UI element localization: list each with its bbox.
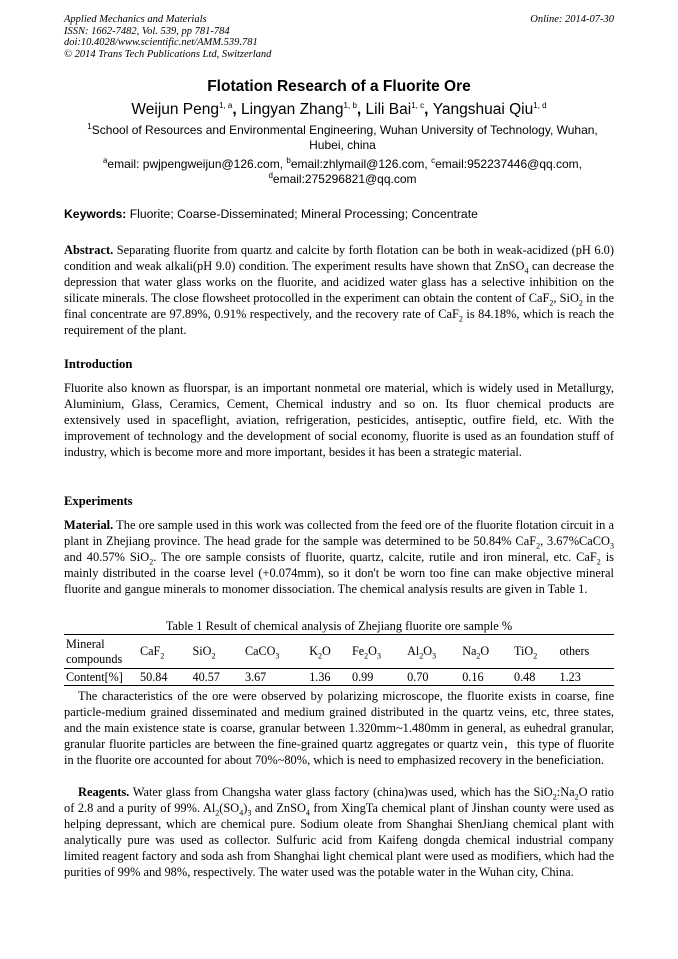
affiliation-text: School of Resources and Environmental Engineering, Wuhan University of Technology, Wuhan, Hubei, china <box>91 123 598 152</box>
author-name: Weijun Peng <box>131 101 220 118</box>
doi: doi:10.4028/www.scientific.net/AMM.539.781 <box>64 37 258 49</box>
email-a: email: pwjpengweijun@126.com, <box>107 157 287 171</box>
keywords <box>64 207 478 221</box>
introduction-text: Fluorite also known as fluorspar, is an important nonmetal ore material, which is widely used in Metallurgy, Aluminium, Glass, Ceramics, Cement, Chemical industry and so on. Its fluor chemical products are extensively used in spaceflight, aviation, refrigeration, pesticides, antiseptic, outfire field, etc. With the improvement of technology and the development of social economy, fluorite is used as an foundation stuff of industry, which is become more and more important, besides it has been a strategic material. <box>64 381 614 459</box>
column-header: SiO$_2$ <box>190 635 242 669</box>
author-sup: 1, d <box>533 100 547 110</box>
table-cell: 50.84 <box>138 669 190 686</box>
email-c: email:952237446@qq.com, <box>435 157 583 171</box>
experiments-heading: Experiments <box>64 494 133 508</box>
reagents-label: Reagents. <box>78 785 130 799</box>
material-text: . The ore sample consists of fluorite, quartz, calcite, rutile and iron mineral, etc. CaF <box>153 550 597 564</box>
table-cell: 0.99 <box>350 669 405 686</box>
copyright: © 2014 Trans Tech Publications Ltd, Switzerland <box>64 48 272 60</box>
online-date: Online: 2014-07-30 <box>530 14 614 25</box>
reagents-text: (SO <box>219 801 240 815</box>
abstract-text: can decrease the depression that water glass works on the fluorite, and acidized water glass has a selective inhibition on the silicate minerals. The close flowsheet protocolled in the experiment can obtain the content of CaF <box>64 259 614 305</box>
chemical-analysis-table <box>64 634 614 686</box>
column-header: CaF$_2$ <box>138 635 190 669</box>
column-header: others <box>557 635 614 669</box>
column-header: $Fe_2O_3$ <box>350 635 405 669</box>
reagents-text: from XingTa chemical plant of Jinshan county were used as helping depressant, which are chemical pure. Sodium oleate from Shanghai ShenJiang chemical plant with analytically pure was used as collector. Sulfuric acid from Kaifeng dongda chemical industrial company limited reagent factory and soda ash from Shanghai light chemical plant were used as modifiers, which had the purities of 99% and 98%, respectively. The water used was the potable water in the Wuhan city, China. <box>64 801 614 879</box>
reagents-text: :Na <box>556 785 575 799</box>
table-cell: 3.67 <box>243 669 307 686</box>
material-paragraph: Material. The ore sample used in this work was collected from the feed ore of the fluorite flotation circuit in a plant in Zhejiang province. The head grade for the sample was determined to be 50.84% CaF$_2$, 3.67%CaCO$_3$ and 40.57% SiO$_2$. The ore sample consists of fluorite, quartz, calcite, rutile and iron mineral, etc. CaF$_2$ is mainly distributed in the coarse level (+0.074mm), so it don't be worn too fine can make objective mineral fluorite and gangue minerals to monomer dissociation. The chemical analysis results are given in Table 1. <box>64 518 614 596</box>
table-cell: 0.70 <box>405 669 460 686</box>
journal-name: Applied Mechanics and Materials <box>64 14 207 25</box>
abstract-text: in the final concentrate are 97.89%, 0.91% respectively, and the recovery rate of CaF <box>64 291 615 321</box>
column-header: $Na_2O$ <box>460 635 512 669</box>
table-cell: 1.36 <box>307 669 350 686</box>
table-cell: 0.16 <box>460 669 512 686</box>
table-row <box>64 669 614 686</box>
characteristics-paragraph: The characteristics of the ore were observed by polarizing microscope, the fluorite exists in coarse, fine particle-medium grained disseminated and medium grained distributed in the quartz veins, etc, three states, and the main existence state is coarse, granular between 1.320mm~1.480mm in general, as euhedral granular, granular fluorite particles are between the fine-grained quartz aggregates or quartz vein，this type of fluorite in the fluorite ore accounted for about 70%~80%, which is need to emphasized recovery in the beneficiation. <box>64 689 614 767</box>
table-caption: Table 1 Result of chemical analysis of Zhejiang fluorite ore sample % <box>165 619 513 633</box>
affiliation-sup: 1 <box>87 122 92 131</box>
author-name: Lingyan Zhang <box>240 101 344 118</box>
author-sup: 1, a <box>219 100 233 110</box>
author-list <box>0 101 678 119</box>
reagents-text: ) <box>243 801 248 815</box>
email-list: $^a$email: pwjpengweijun@126.com, $^b$email:zhlymail@126.com, $^c$email:952237446@qq.com, $^d$email:275296821@qq.com <box>102 156 583 186</box>
author-sep: , <box>232 101 241 118</box>
column-header: $Al_2O_3$ <box>405 635 460 669</box>
keywords-text: Fluorite; Coarse-Disseminated; Mineral Processing; Concentrate <box>126 207 478 221</box>
reagents-text: Water glass from Changsha water glass factory (china)was used, which has the SiO <box>129 785 553 799</box>
table-cell: 40.57 <box>190 669 242 686</box>
author-name: Yangshuai Qiu <box>432 101 534 118</box>
table-header-row <box>64 635 614 669</box>
author-sup: 1, c <box>411 100 425 110</box>
column-header: $K_2O$ <box>307 635 350 669</box>
author-sep: , <box>424 101 433 118</box>
reagents-text: and ZnSO <box>251 801 306 815</box>
journal-header <box>64 14 271 60</box>
reagents-paragraph: Reagents. Water glass from Changsha water glass factory (china)was used, which has the $SiO_2:Na_2O$ ratio of 2.8 and a purity of 99%. $Al_2(SO_4)_3$ and ZnSO$_4$ from XingTa chemical plant of Jinshan county were used as helping depressant, which are chemical pure. Sodium oleate from Shanghai ShenJiang chemical plant with analytically pure was used as collector. Sulfuric acid from Kaifeng dongda chemical industrial company limited reagent factory and soda ash from Shanghai light chemical plant were used as modifiers, which had the purities of 99% and 98%, respectively. The water used was the potable water in the Wuhan city, China. <box>64 785 614 879</box>
introduction-heading: Introduction <box>64 357 133 371</box>
abstract: Abstract. Separating fluorite from quartz and calcite by forth flotation can be both in weak-acidized (pH 6.0) condition and weak alkali(pH 9.0) condition. The experiment results have shown that ZnSO$_4$ can decrease the depression that water glass works on the fluorite, and acidized water glass has a selective inhibition on the silicate minerals. The close flowsheet protocolled in the experiment can obtain the content of CaF$_2$, SiO$_2$ in the final concentrate are 97.89%, 0.91% respectively, and the recovery rate of CaF$_2$ is 84.18%, which is reach the requirement of the plant. <box>64 243 615 337</box>
email-b: email:zhlymail@126.com, <box>290 157 432 171</box>
abstract-text: Separating fluorite from quartz and calcite by forth flotation can be both in weak-acidized (pH 6.0) condition and weak alkali(pH 9.0) condition. The experiment results have shown that ZnSO <box>64 243 614 273</box>
abstract-label: Abstract. <box>64 243 114 257</box>
abstract-text: is 84.18%, which is reach the requirement of the plant. <box>64 307 614 337</box>
reagents-text: O ratio of 2.8 and a purity of 99%. Al <box>64 785 614 815</box>
material-text: , 3.67%CaCO <box>540 534 610 548</box>
table-cell: 0.48 <box>512 669 557 686</box>
table-cell: 1.23 <box>557 669 614 686</box>
keywords-label: Keywords: <box>64 207 127 221</box>
column-header: TiO$_2$ <box>512 635 557 669</box>
email-d: email:275296821@qq.com <box>272 172 417 186</box>
row-label-header: Mineral compounds <box>64 635 138 669</box>
material-text: and 40.57% SiO <box>64 550 150 564</box>
row-label: Content[%] <box>64 669 138 686</box>
material-text: The ore sample used in this work was collected from the feed ore of the fluorite flotation circuit in a plant in Zhejiang province. The head grade for the sample was determined to be 50.84% CaF <box>64 518 614 548</box>
paper-title: Flotation Research of a Fluorite Ore <box>207 78 471 95</box>
author-sep: , <box>356 101 366 118</box>
material-text: is mainly distributed in the coarse level (+0.074mm), so it don't be worn too fine can make objective mineral fluorite and gangue minerals to monomer dissociation. The chemical analysis results are given in Table 1. <box>64 550 614 596</box>
material-label: Material. <box>64 518 114 532</box>
author-sup: 1, b <box>343 100 357 110</box>
author-name: Lili Bai <box>365 101 412 118</box>
column-header: CaCO$_3$ <box>243 635 307 669</box>
abstract-text: , SiO <box>553 291 579 305</box>
issn: ISSN: 1662-7482, Vol. 539, pp 781-784 <box>64 25 230 37</box>
affiliation <box>70 123 615 153</box>
